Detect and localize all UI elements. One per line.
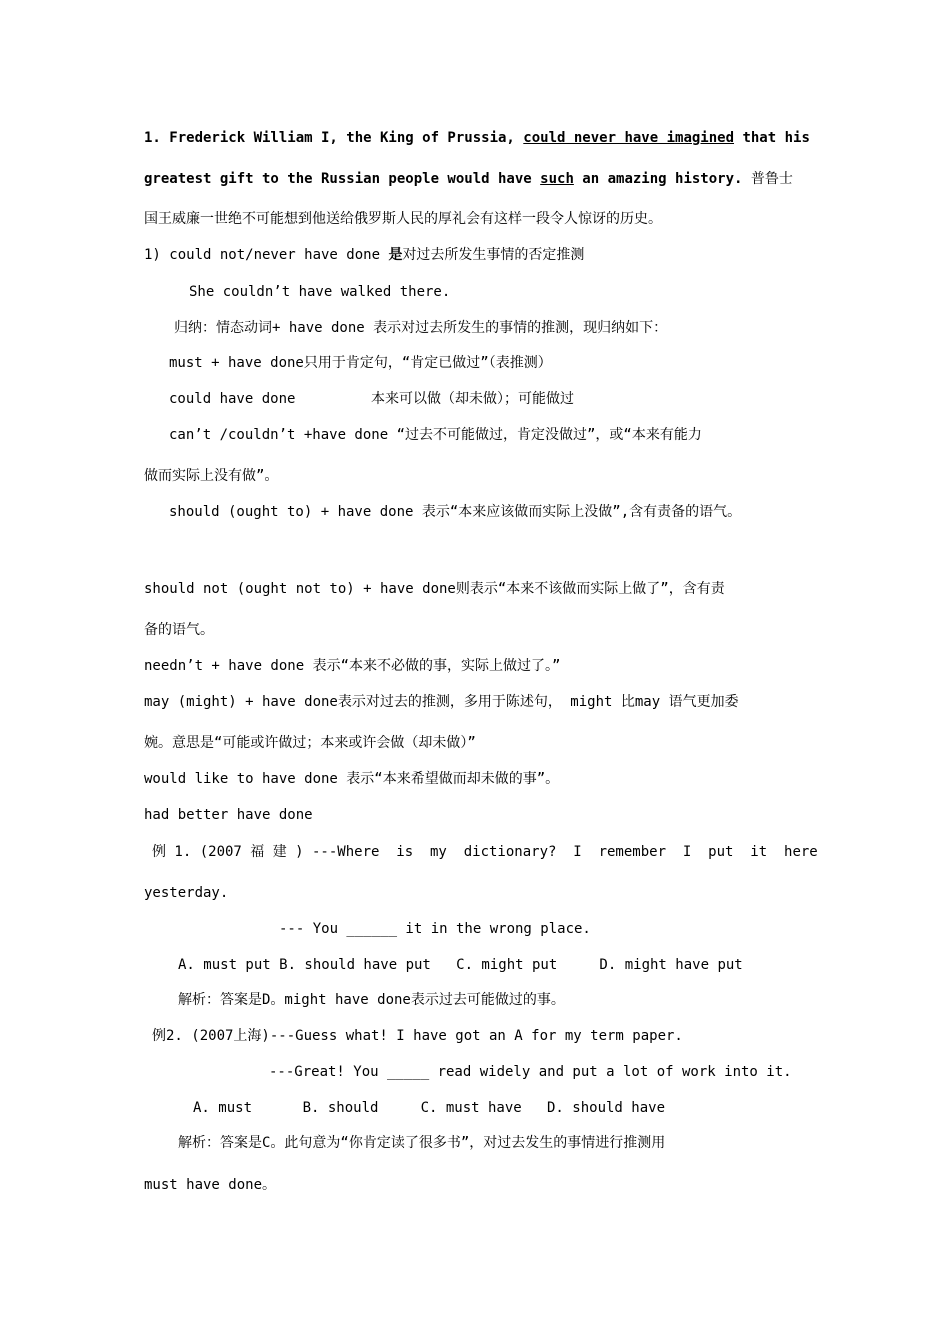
should-have-done-line: should (ought to) + have done 表示“本来应该做而实际上没做”,含有责备的语气。 bbox=[169, 504, 742, 520]
example-2-options: A. must B. should C. must have D. should have bbox=[193, 1100, 666, 1116]
intro-line-1 bbox=[144, 128, 810, 148]
cant-have-done-line-1: can’t /couldn’t +have done “过去不可能做过，肯定没做过”，或“本来有能力 bbox=[169, 427, 702, 443]
intro-text: greatest gift to the Russian people would have bbox=[144, 171, 541, 187]
point-heading bbox=[144, 245, 584, 265]
heading-text: 对过去所发生事情的否定推测 bbox=[402, 247, 585, 263]
should-not-have-done-line-2: 备的语气。 bbox=[144, 622, 214, 638]
neednt-have-done-line: needn’t + have done 表示“本来不必做的事，实际上做过了。” bbox=[144, 658, 561, 674]
intro-text: that his bbox=[734, 130, 810, 146]
example-1-answer: 解析：答案是D。might have done表示过去可能做过的事。 bbox=[178, 992, 565, 1008]
intro-translation-line: 国王威廉一世绝不可能想到他送给俄罗斯人民的厚礼会有这样一段令人惊讶的历史。 bbox=[144, 211, 662, 227]
heading-text: 1) could not/never have done bbox=[144, 247, 389, 263]
should-not-have-done-line-1: should not (ought not to) + have done则表示“本来不该做而实际上做了”，含有责 bbox=[144, 581, 725, 597]
had-better-line: had better have done bbox=[144, 807, 313, 823]
example-2-answer-line-2: must have done。 bbox=[144, 1177, 277, 1193]
intro-text: an amazing history. bbox=[573, 171, 743, 187]
underlined-word: such bbox=[540, 171, 574, 187]
example-1-question-line-2: yesterday. bbox=[144, 885, 229, 901]
example-2-answer-line-1: 解析：答案是C。此句意为“你肯定读了很多书”，对过去发生的事情进行推测用 bbox=[178, 1135, 666, 1151]
cant-have-done-line-2: 做而实际上没有做”。 bbox=[144, 468, 279, 484]
could-meaning: 本来可以做（却未做）；可能做过 bbox=[371, 391, 574, 407]
may-have-done-line-1: may (might) + have done表示对过去的推测，多用于陈述句， might 比may 语气更加委 bbox=[144, 694, 739, 710]
summary-line: 归纳：情态动词+ have done 表示对过去所发生的事情的推测，现归纳如下： bbox=[174, 320, 668, 336]
could-phrase: could have done bbox=[169, 391, 296, 407]
could-have-done-line bbox=[169, 389, 574, 409]
underlined-phrase: could never have imagined bbox=[523, 130, 735, 146]
example-1-response: --- You ______ it in the wrong place. bbox=[279, 921, 591, 937]
example-2-question-line-1: 例2. (2007上海)---Guess what! I have got an A for my term paper. bbox=[152, 1028, 683, 1044]
must-have-done-line: must + have done只用于肯定句，“肯定已做过”（表推测） bbox=[169, 355, 552, 371]
example-2-response: ---Great! You _____ read widely and put a lot of work into it. bbox=[269, 1064, 792, 1080]
example-1-question-line-1: 例 1. (2007 福 建 ) ---Where is my dictionary? I remember I put it here bbox=[152, 844, 818, 860]
example-1-options: A. must put B. should have put C. might put D. might have put bbox=[178, 957, 743, 973]
would-like-line: would like to have done 表示“本来希望做而却未做的事”。 bbox=[144, 771, 560, 787]
example-sentence: She couldn’t have walked there. bbox=[189, 284, 451, 300]
intro-translation: 普鲁士 bbox=[742, 171, 793, 187]
intro-text: 1. Frederick William I, the King of Prussia, bbox=[144, 130, 524, 146]
heading-bold: 是 bbox=[388, 247, 403, 263]
intro-line-2 bbox=[144, 169, 793, 189]
may-have-done-line-2: 婉。意思是“可能或许做过；本来或许会做（却未做）” bbox=[144, 735, 476, 751]
